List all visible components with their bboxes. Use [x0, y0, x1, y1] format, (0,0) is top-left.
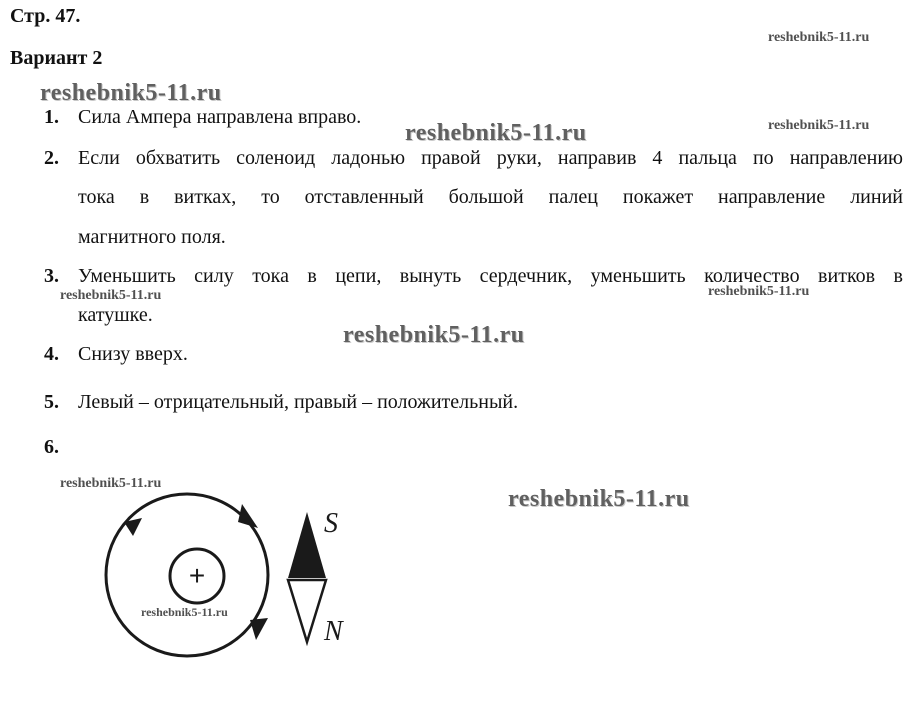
item-2-number: 2.: [44, 147, 59, 169]
needle-south-half: [288, 512, 326, 578]
watermark: reshebnik5-11.ru: [405, 120, 587, 146]
watermark: reshebnik5-11.ru: [768, 30, 870, 45]
arrow-bottom-right: [250, 618, 268, 640]
pole-label-n: N: [324, 616, 343, 647]
item-1-number: 1.: [44, 106, 59, 128]
item-5-text: Левый – отрицательный, правый – положительный.: [78, 391, 519, 413]
variant-title: Вариант 2: [10, 47, 103, 69]
watermark: reshebnik5-11.ru: [40, 80, 222, 106]
current-direction-symbol: +: [188, 560, 206, 591]
item-2-line-2: тока в витках, то отставленный большой палец покажет направление линий: [78, 186, 903, 208]
item-3-line-2: катушке.: [78, 304, 153, 326]
item-3-line-1: Уменьшить силу тока в цепи, вынуть сердечник, уменьшить количество витков в: [78, 265, 903, 287]
item-3-number: 3.: [44, 265, 59, 287]
item-6-number: 6.: [44, 436, 59, 458]
magnetic-field-figure: [100, 490, 280, 670]
item-2-line-1: Если обхватить соленоид ладонью правой руки, направив 4 пальца по направлению: [78, 147, 903, 169]
pole-label-s: S: [324, 508, 338, 539]
item-1-text: Сила Ампера направлена вправо.: [78, 106, 362, 128]
arrow-top-right: [238, 504, 258, 528]
watermark: reshebnik5-11.ru: [60, 288, 162, 303]
needle-north-half: [288, 580, 326, 642]
watermark: reshebnik5-11.ru: [343, 322, 525, 348]
item-2-line-3: магнитного поля.: [78, 226, 226, 248]
item-4-text: Снизу вверх.: [78, 343, 188, 365]
watermark: reshebnik5-11.ru: [60, 476, 162, 491]
watermark: reshebnik5-11.ru: [508, 486, 690, 512]
compass-needle: [280, 500, 360, 650]
item-5-number: 5.: [44, 391, 59, 413]
watermark: reshebnik5-11.ru: [708, 284, 810, 299]
item-4-number: 4.: [44, 343, 59, 365]
watermark: reshebnik5-11.ru: [768, 118, 870, 133]
page-number: Стр. 47.: [10, 5, 81, 27]
watermark: reshebnik5-11.ru: [141, 605, 228, 619]
